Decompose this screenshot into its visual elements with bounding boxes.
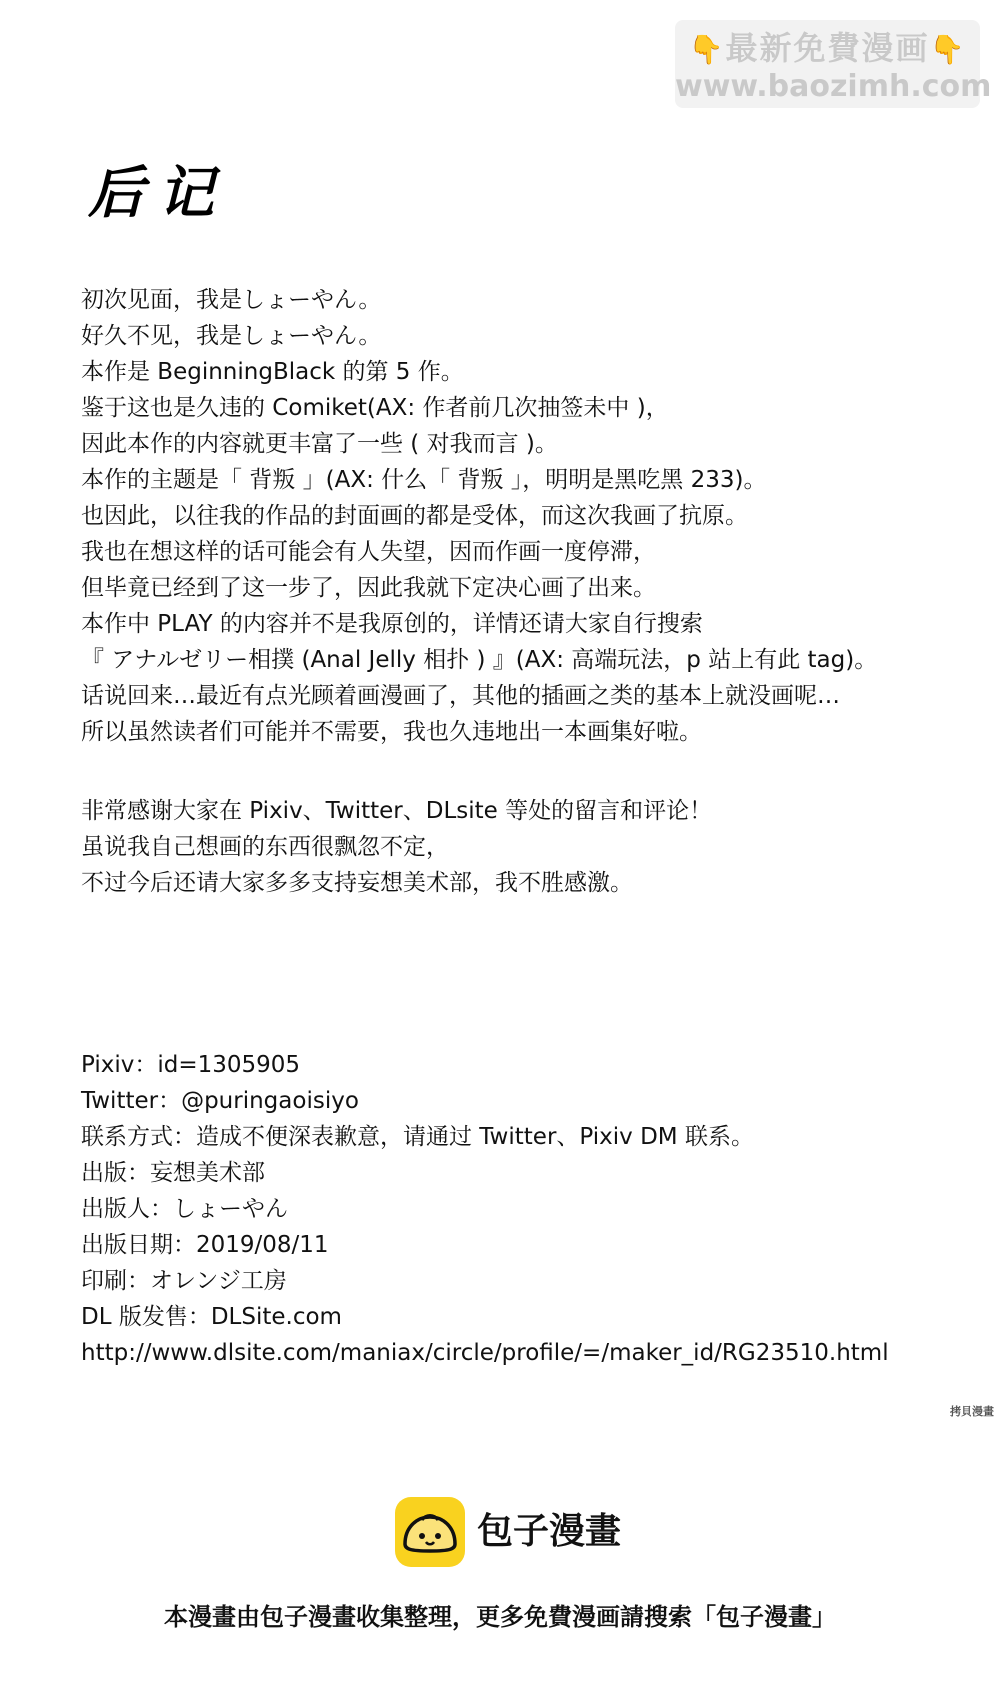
colophon-publisher: 出版：妄想美术部 [81,1160,265,1186]
text-line: 因此本作的内容就更丰富了一些 ( 对我而言 )。 [81,431,558,457]
text-line: 非常感谢大家在 Pixiv、Twitter、DLsite 等处的留言和评论！ [81,798,713,824]
page-title: 后记 [88,160,228,226]
text-line: 不过今后还请大家多多支持妄想美术部，我不胜感激。 [81,870,633,896]
text-line: 好久不见，我是しょーやん。 [81,323,382,349]
watermark-title-row [675,28,980,70]
text-line: 所以虽然读者们可能并不需要，我也久违地出一本画集好啦。 [81,719,702,745]
text-line: 『 アナルゼリー相撲 (Anal Jelly 相扑 ) 』(AX: 高端玩法，p 站上有此 tag)。 [81,647,878,673]
watermark-title: 最新免費漫画 [725,29,930,67]
watermark-url[interactable]: www.baozimh.com [675,69,992,104]
text-line: 也因此，以往我的作品的封面画的都是受体，而这次我画了抗原。 [81,503,748,529]
text-line: 虽说我自己想画的东西很飘忽不定， [81,834,449,860]
colophon-url-link[interactable]: http://www.dlsite.com/maniax/circle/profile/=/maker_id/RG23510.html [81,1340,889,1366]
scan-credit: 拷貝漫畫 [950,1405,994,1418]
bun-mascot-icon [395,1497,465,1567]
colophon-twitter: Twitter：@puringaoisiyo [81,1088,359,1114]
watermark-banner[interactable] [675,20,992,108]
brand-name: 包子漫畫 [477,1511,622,1552]
pointing-down-hand-icon: 👇 [688,33,726,66]
colophon-contact: 联系方式：造成不便深表歉意，请通过 Twitter、Pixiv DM 联系。 [81,1124,754,1150]
colophon-publisher-person: 出版人：しょーやん [81,1196,288,1222]
text-line: 本作的主题是「 背叛 」(AX: 什么「 背叛 」，明明是黑吃黑 233)。 [81,467,767,493]
text-line: 初次见面，我是しょーやん。 [81,287,382,313]
text-line: 话说回来…最近有点光顾着画漫画了，其他的插画之类的基本上就没画呢… [81,683,840,709]
colophon-date: 出版日期：2019/08/11 [81,1232,329,1258]
text-line: 我也在想这样的话可能会有人失望，因而作画一度停滞， [81,539,656,565]
text-line: 但毕竟已经到了这一步了，因此我就下定决心画了出来。 [81,575,656,601]
thanks-paragraph [81,793,712,901]
colophon-pixiv: Pixiv：id=1305905 [81,1052,301,1078]
text-line: 鉴于这也是久违的 Comiket(AX: 作者前几次抽签未中 )， [81,395,669,421]
colophon [81,1047,889,1371]
footer-note: 本漫畫由包子漫畫收集整理，更多免費漫画請搜索「包子漫畫」 [164,1603,836,1631]
afterword-paragraph [81,282,961,750]
colophon-printer: 印刷：オレンジ工房 [81,1268,287,1294]
colophon-dl-sale: DL 版发售：DLSite.com [81,1304,342,1330]
pointing-down-hand-icon: 👇 [929,33,967,66]
text-line: 本作是 BeginningBlack 的第 5 作。 [81,359,464,385]
text-line: 本作中 PLAY 的内容并不是我原创的，详情还请大家自行搜索 [81,611,703,637]
